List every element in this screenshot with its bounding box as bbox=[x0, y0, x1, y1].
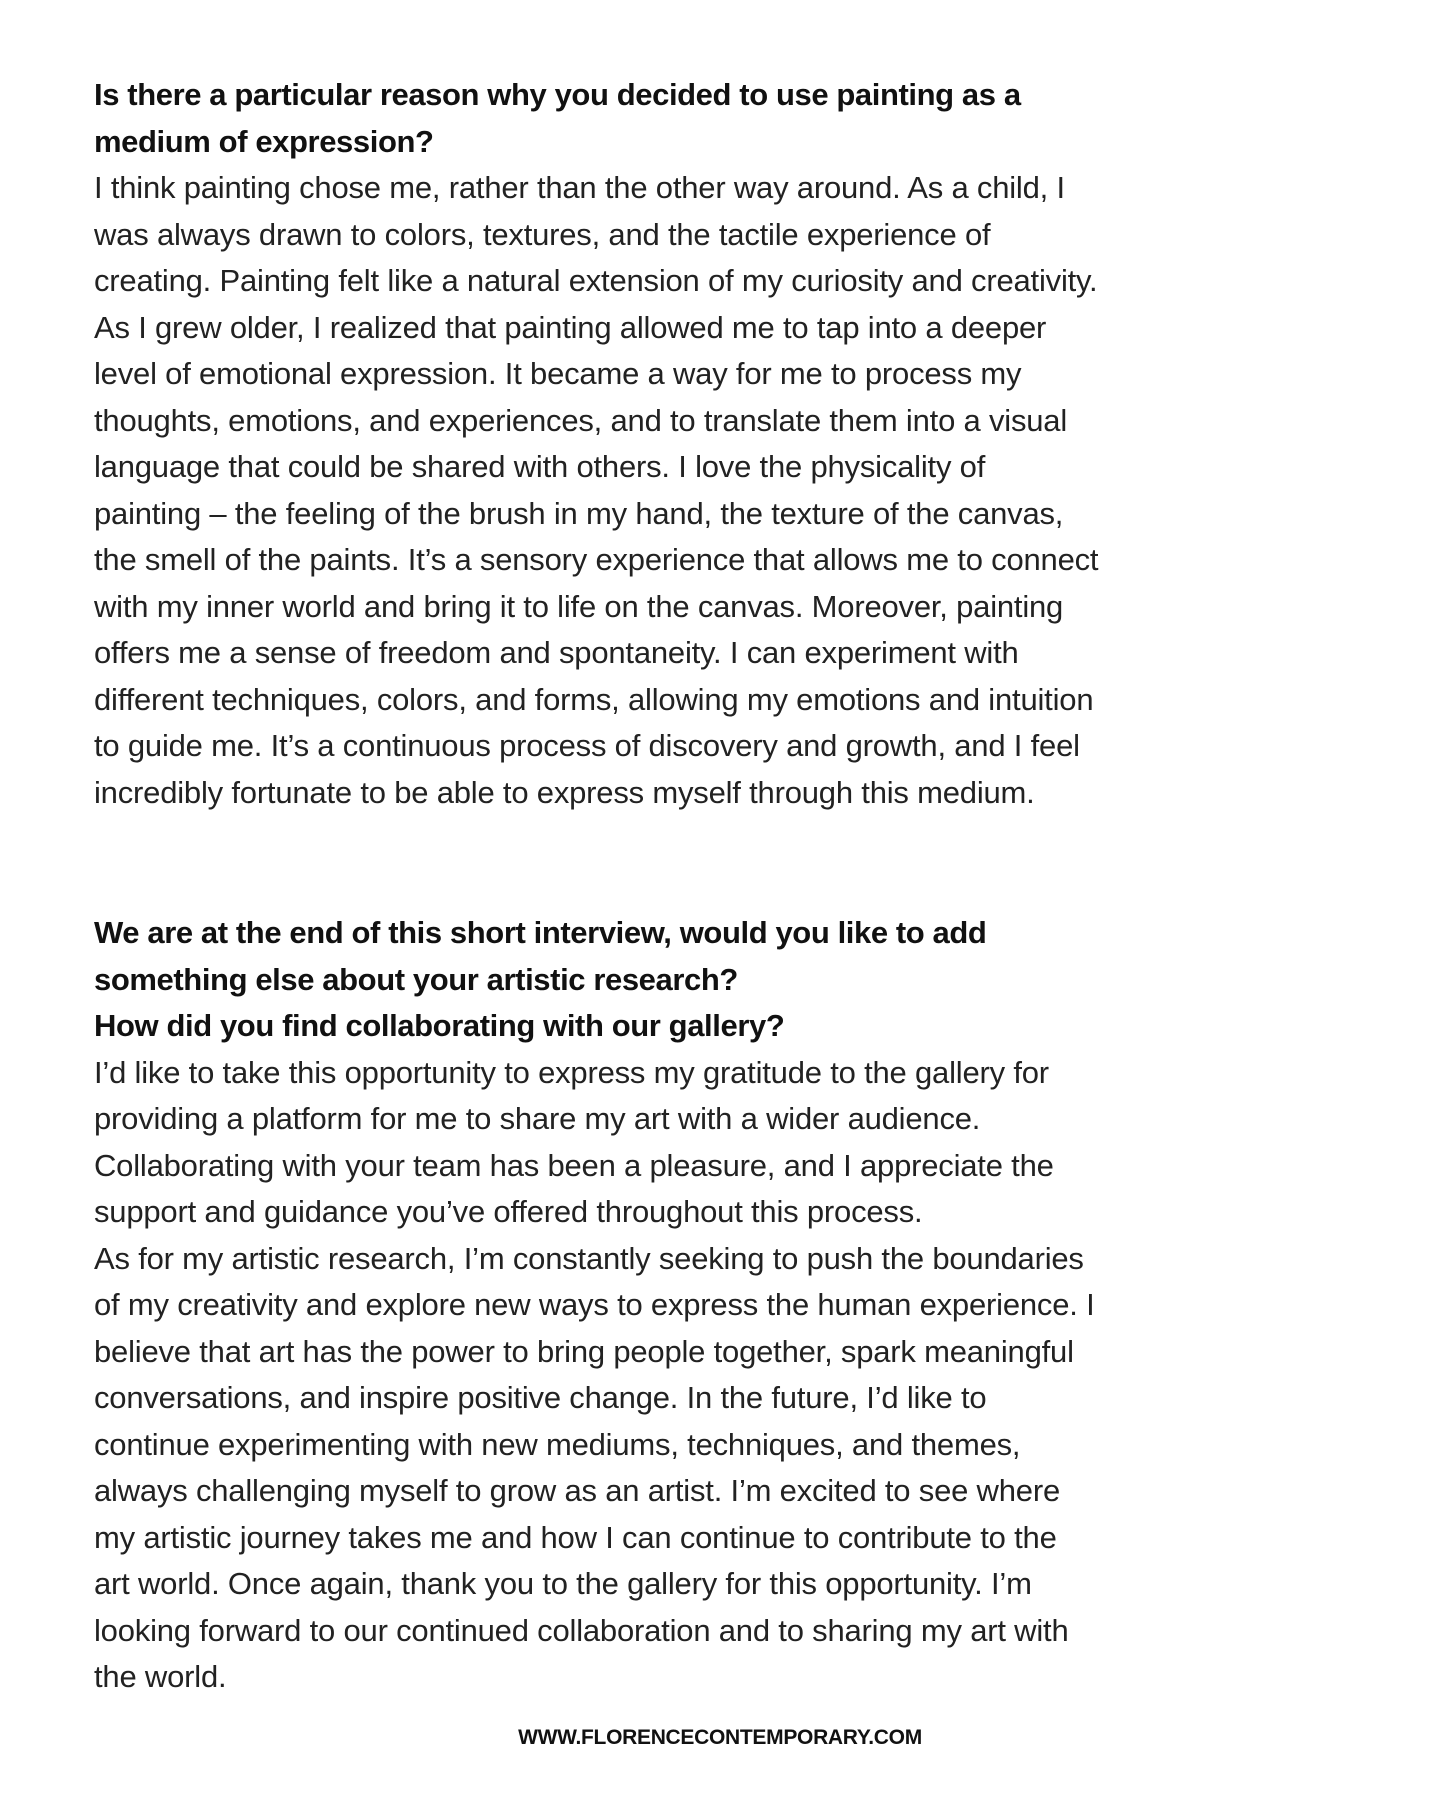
answer-line: incredibly fortunate to be able to express myself through this medium. bbox=[94, 774, 1035, 810]
answer-line: was always drawn to colors, textures, and the tactile experience of bbox=[94, 216, 991, 252]
answer-line: continue experimenting with new mediums, techniques, and themes, bbox=[94, 1426, 1021, 1462]
answer-line: I’d like to take this opportunity to express my gratitude to the gallery for bbox=[94, 1054, 1049, 1090]
answer-line: creating. Painting felt like a natural extension of my curiosity and creativity. bbox=[94, 263, 1098, 298]
answer-line: offers me a sense of freedom and spontaneity. I can experiment with bbox=[94, 635, 1019, 670]
question-heading bbox=[94, 72, 1394, 165]
answer-line: the world. bbox=[94, 1659, 227, 1694]
answer-line: believe that art has the power to bring people together, spark meaningful bbox=[94, 1333, 1074, 1369]
answer-line: my artistic journey takes me and how I can continue to contribute to the bbox=[94, 1519, 1057, 1555]
answer-line: support and guidance you’ve offered throughout this process. bbox=[94, 1194, 923, 1229]
question-line: We are at the end of this short interview, would you like to add bbox=[94, 915, 987, 950]
question-heading bbox=[94, 910, 1394, 1050]
answer-line: looking forward to our continued collaboration and to sharing my art with bbox=[94, 1612, 1069, 1648]
answer-line: As for my artistic research, I’m constantly seeking to push the boundaries bbox=[94, 1240, 1084, 1276]
question-line: medium of expression? bbox=[94, 123, 434, 159]
answer-line: always challenging myself to grow as an artist. I’m excited to see where bbox=[94, 1473, 1060, 1508]
answer-line: to guide me. It’s a continuous process of discovery and growth, and I feel bbox=[94, 728, 1080, 763]
answer-paragraph bbox=[94, 1050, 1394, 1701]
answer-line: the smell of the paints. It’s a sensory experience that allows me to connect bbox=[94, 542, 1099, 577]
answer-line: providing a platform for me to share my art with a wider audience. bbox=[94, 1101, 981, 1136]
answer-line: art world. Once again, thank you to the gallery for this opportunity. I’m bbox=[94, 1566, 1032, 1601]
answer-line: As I grew older, I realized that painting allowed me to tap into a deeper bbox=[94, 309, 1047, 345]
answer-line: level of emotional expression. It became a way for me to process my bbox=[94, 356, 1022, 391]
answer-line: with my inner world and bring it to life on the canvas. Moreover, painting bbox=[94, 588, 1064, 624]
interview-section-1 bbox=[94, 72, 1394, 816]
answer-line: conversations, and inspire positive change. In the future, I’d like to bbox=[94, 1380, 987, 1415]
interview-section-2 bbox=[94, 910, 1394, 1701]
question-line: something else about your artistic research? bbox=[94, 961, 738, 997]
question-line: Is there a particular reason why you decided to use painting as a bbox=[94, 77, 1021, 112]
answer-line: language that could be shared with others. I love the physicality of bbox=[94, 449, 986, 484]
answer-line: painting – the feeling of the brush in my hand, the texture of the canvas, bbox=[94, 495, 1064, 531]
footer-website: WWW.FLORENCECONTEMPORARY.COM bbox=[518, 1726, 922, 1749]
answer-line: thoughts, emotions, and experiences, and to translate them into a visual bbox=[94, 402, 1068, 438]
answer-line: I think painting chose me, rather than the other way around. As a child, I bbox=[94, 170, 1065, 205]
answer-line: different techniques, colors, and forms, allowing my emotions and intuition bbox=[94, 681, 1094, 717]
question-line: How did you find collaborating with our gallery? bbox=[94, 1008, 785, 1043]
answer-paragraph bbox=[94, 165, 1394, 816]
answer-line: Collaborating with your team has been a pleasure, and I appreciate the bbox=[94, 1147, 1054, 1183]
answer-line: of my creativity and explore new ways to express the human experience. I bbox=[94, 1287, 1095, 1322]
